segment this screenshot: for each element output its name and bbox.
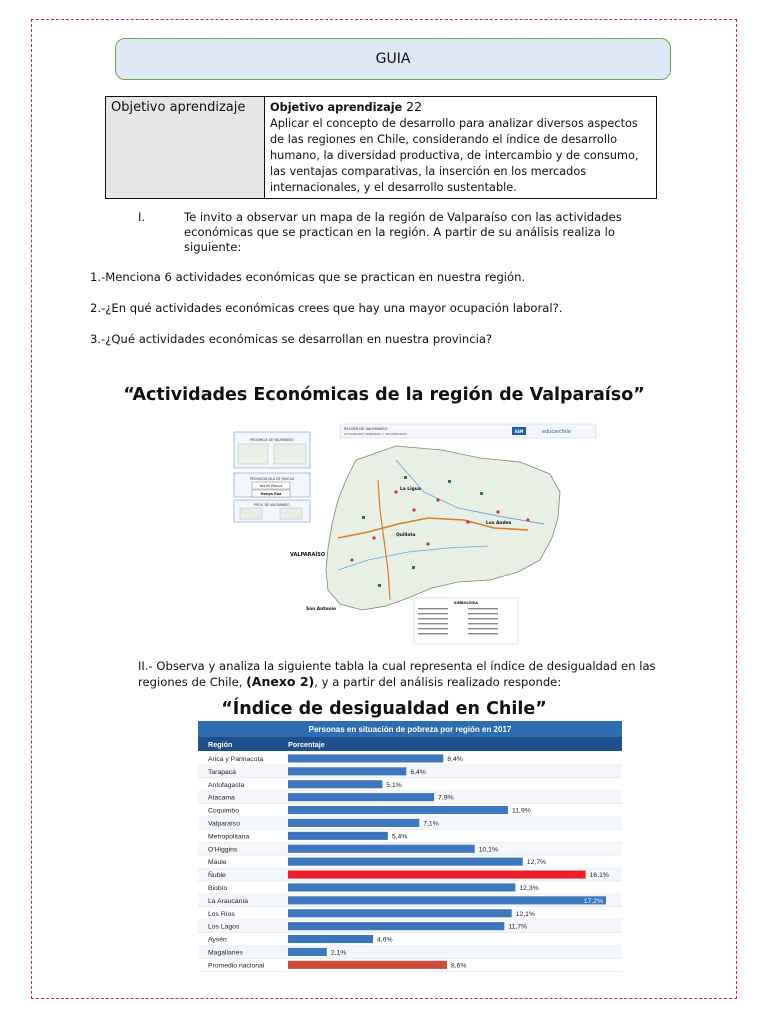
city-la-ligua: La Ligua — [400, 487, 421, 492]
guia-title-box — [115, 38, 671, 80]
guia-title: GUIA — [375, 51, 411, 67]
question-3: 3.-¿Qué actividades económicas se desarrollan en nuestra provincia? — [90, 332, 493, 346]
section-2-text-b: , y a partir del análisis realizado responde: — [314, 675, 562, 689]
region-label: Ñuble — [208, 872, 226, 880]
section-1-intro — [138, 210, 658, 255]
region-label: Promedio nacional — [208, 962, 265, 970]
bar-value-label: 12,7% — [526, 859, 547, 867]
bar-value-label: 16,1% — [589, 872, 609, 880]
bar-value-label: 8,4% — [447, 756, 463, 764]
region-label: Coquimbo — [208, 807, 239, 815]
educarchile-logo: educarchile — [542, 429, 571, 435]
map-header: REGIÓN DE VALPARAÍSO — [344, 427, 388, 431]
city-quillota: Quillota — [396, 533, 416, 538]
region-label: Magallanes — [208, 949, 243, 957]
region-label: Valparaíso — [208, 820, 240, 828]
chart-row-stripe — [198, 946, 622, 959]
section-2-text — [138, 658, 678, 690]
bar — [288, 922, 504, 930]
region-label: Metropolitana — [208, 833, 250, 841]
bar — [288, 909, 512, 917]
bar-value-label: 12,3% — [519, 885, 539, 893]
valparaiso-map — [228, 420, 600, 652]
region-label: Arica y Parinacota — [208, 756, 264, 764]
poverty-chart — [198, 721, 622, 972]
objective-heading — [270, 99, 651, 116]
chart-section-title: “Índice de desigualdad en Chile” — [221, 699, 547, 719]
map-title: “Actividades Económicas de la región de Valparaíso” — [123, 385, 645, 405]
question-1: 1.-Menciona 6 actividades económicas que se practican en nuestra región. — [90, 270, 526, 284]
question-2: 2.-¿En qué actividades económicas crees que hay una mayor ocupación laboral?. — [90, 301, 563, 315]
section-2-anexo: (Anexo 2) — [246, 674, 315, 689]
region-label: Los Ríos — [208, 910, 235, 918]
bar-value-label: 4,6% — [377, 936, 393, 944]
region-label: Aysén — [208, 936, 227, 944]
bar — [288, 858, 523, 866]
city-los-andes: Los Andes — [486, 521, 512, 526]
chart-column-header-bar — [198, 737, 622, 751]
bar — [288, 793, 434, 801]
city-valparaiso: VALPARAÍSO — [290, 552, 326, 558]
bar-value-label: 7,9% — [438, 794, 454, 802]
bar-value-label: 7,1% — [423, 820, 439, 828]
bar — [288, 806, 508, 814]
bar — [288, 883, 515, 891]
bar-value-label: 2,1% — [330, 949, 347, 957]
bar-value-label: 5,1% — [386, 781, 402, 789]
inset-3-label: Isla de Pascua — [259, 484, 283, 488]
bar — [288, 845, 475, 853]
objective-table — [105, 96, 657, 199]
region-label: O'Higgins — [208, 846, 238, 854]
region-label: Atacama — [208, 794, 235, 802]
bar — [288, 935, 373, 943]
inset-5-label: PROV. DE VALPARAÍSO — [254, 503, 290, 507]
bar — [288, 961, 447, 969]
region-label: Antofagasta — [208, 781, 245, 789]
legend-title: SIMBOLOGÍA — [453, 601, 479, 605]
section-1-text: Te invito a observar un mapa de la región de Valparaíso con las actividades económicas que se practican en la región. A partir de su análisis realiza lo siguiente: — [184, 210, 622, 254]
svg-text:IGM: IGM — [514, 429, 524, 434]
bar — [288, 871, 586, 879]
region-label: Los Lagos — [208, 923, 240, 931]
region-label: Biobío — [208, 885, 228, 893]
bar — [288, 767, 406, 775]
objective-number: 22 — [406, 99, 423, 114]
objective-text: Aplicar el concepto de desarrollo para analizar diversos aspectos de las regiones en Chile, considerando el índice de desarrollo humano, la diversidad productiva, de intercambio y de consumo, las ventajas comparativas, la inserción en los mercados internacionales, y el desarrollo sustentable. — [270, 117, 639, 194]
bar-value-label: 5,4% — [391, 833, 408, 841]
bar — [288, 780, 382, 788]
bar — [288, 819, 419, 827]
bar-value-label: 8,6% — [451, 962, 467, 970]
objective-heading-text: Objetivo aprendizaje — [270, 101, 403, 114]
inset-1-label: PROVINCIA DE VALPARAÍSO — [250, 438, 294, 442]
city-san-antonio: San Antonio — [306, 607, 337, 612]
bar-value-label: 10,1% — [478, 846, 499, 854]
objective-label: Objetivo aprendizaje — [106, 97, 265, 199]
region-label: Maule — [208, 859, 227, 867]
region-label: Tarapacá — [208, 768, 236, 776]
bar-value-label: 11,7% — [508, 923, 528, 931]
objective-cell — [265, 97, 657, 199]
column-header-region: Región — [208, 740, 233, 749]
bar — [288, 832, 388, 840]
section-1-numeral: I. — [138, 210, 146, 224]
map-subheader: ACTIVIDADES PRIMARIAS Y SECUNDARIAS — [344, 432, 407, 436]
chart-title: Personas en situación de pobreza por región en 2017 — [308, 725, 512, 734]
column-header-percent: Porcentaje — [288, 740, 325, 749]
bar — [288, 896, 606, 904]
section-2-text-a: II.- Observa y analiza la siguiente tabla la cual representa el índice de desigualdad en las regiones de Chile, — [138, 659, 656, 689]
bar-value-label: 6,4% — [410, 768, 426, 776]
bar-value-label: 12,1% — [515, 910, 535, 918]
bar — [288, 754, 443, 762]
bar-value-label: 11,9% — [512, 807, 531, 815]
region-label: La Araucanía — [208, 897, 249, 905]
bar — [288, 948, 327, 956]
inset-2-label: PROVINCIA ISLA DE PASCUA — [249, 477, 295, 481]
inset-4-label: Hanga Roa — [260, 492, 282, 496]
bar-value-label: 17,2% — [583, 897, 603, 905]
